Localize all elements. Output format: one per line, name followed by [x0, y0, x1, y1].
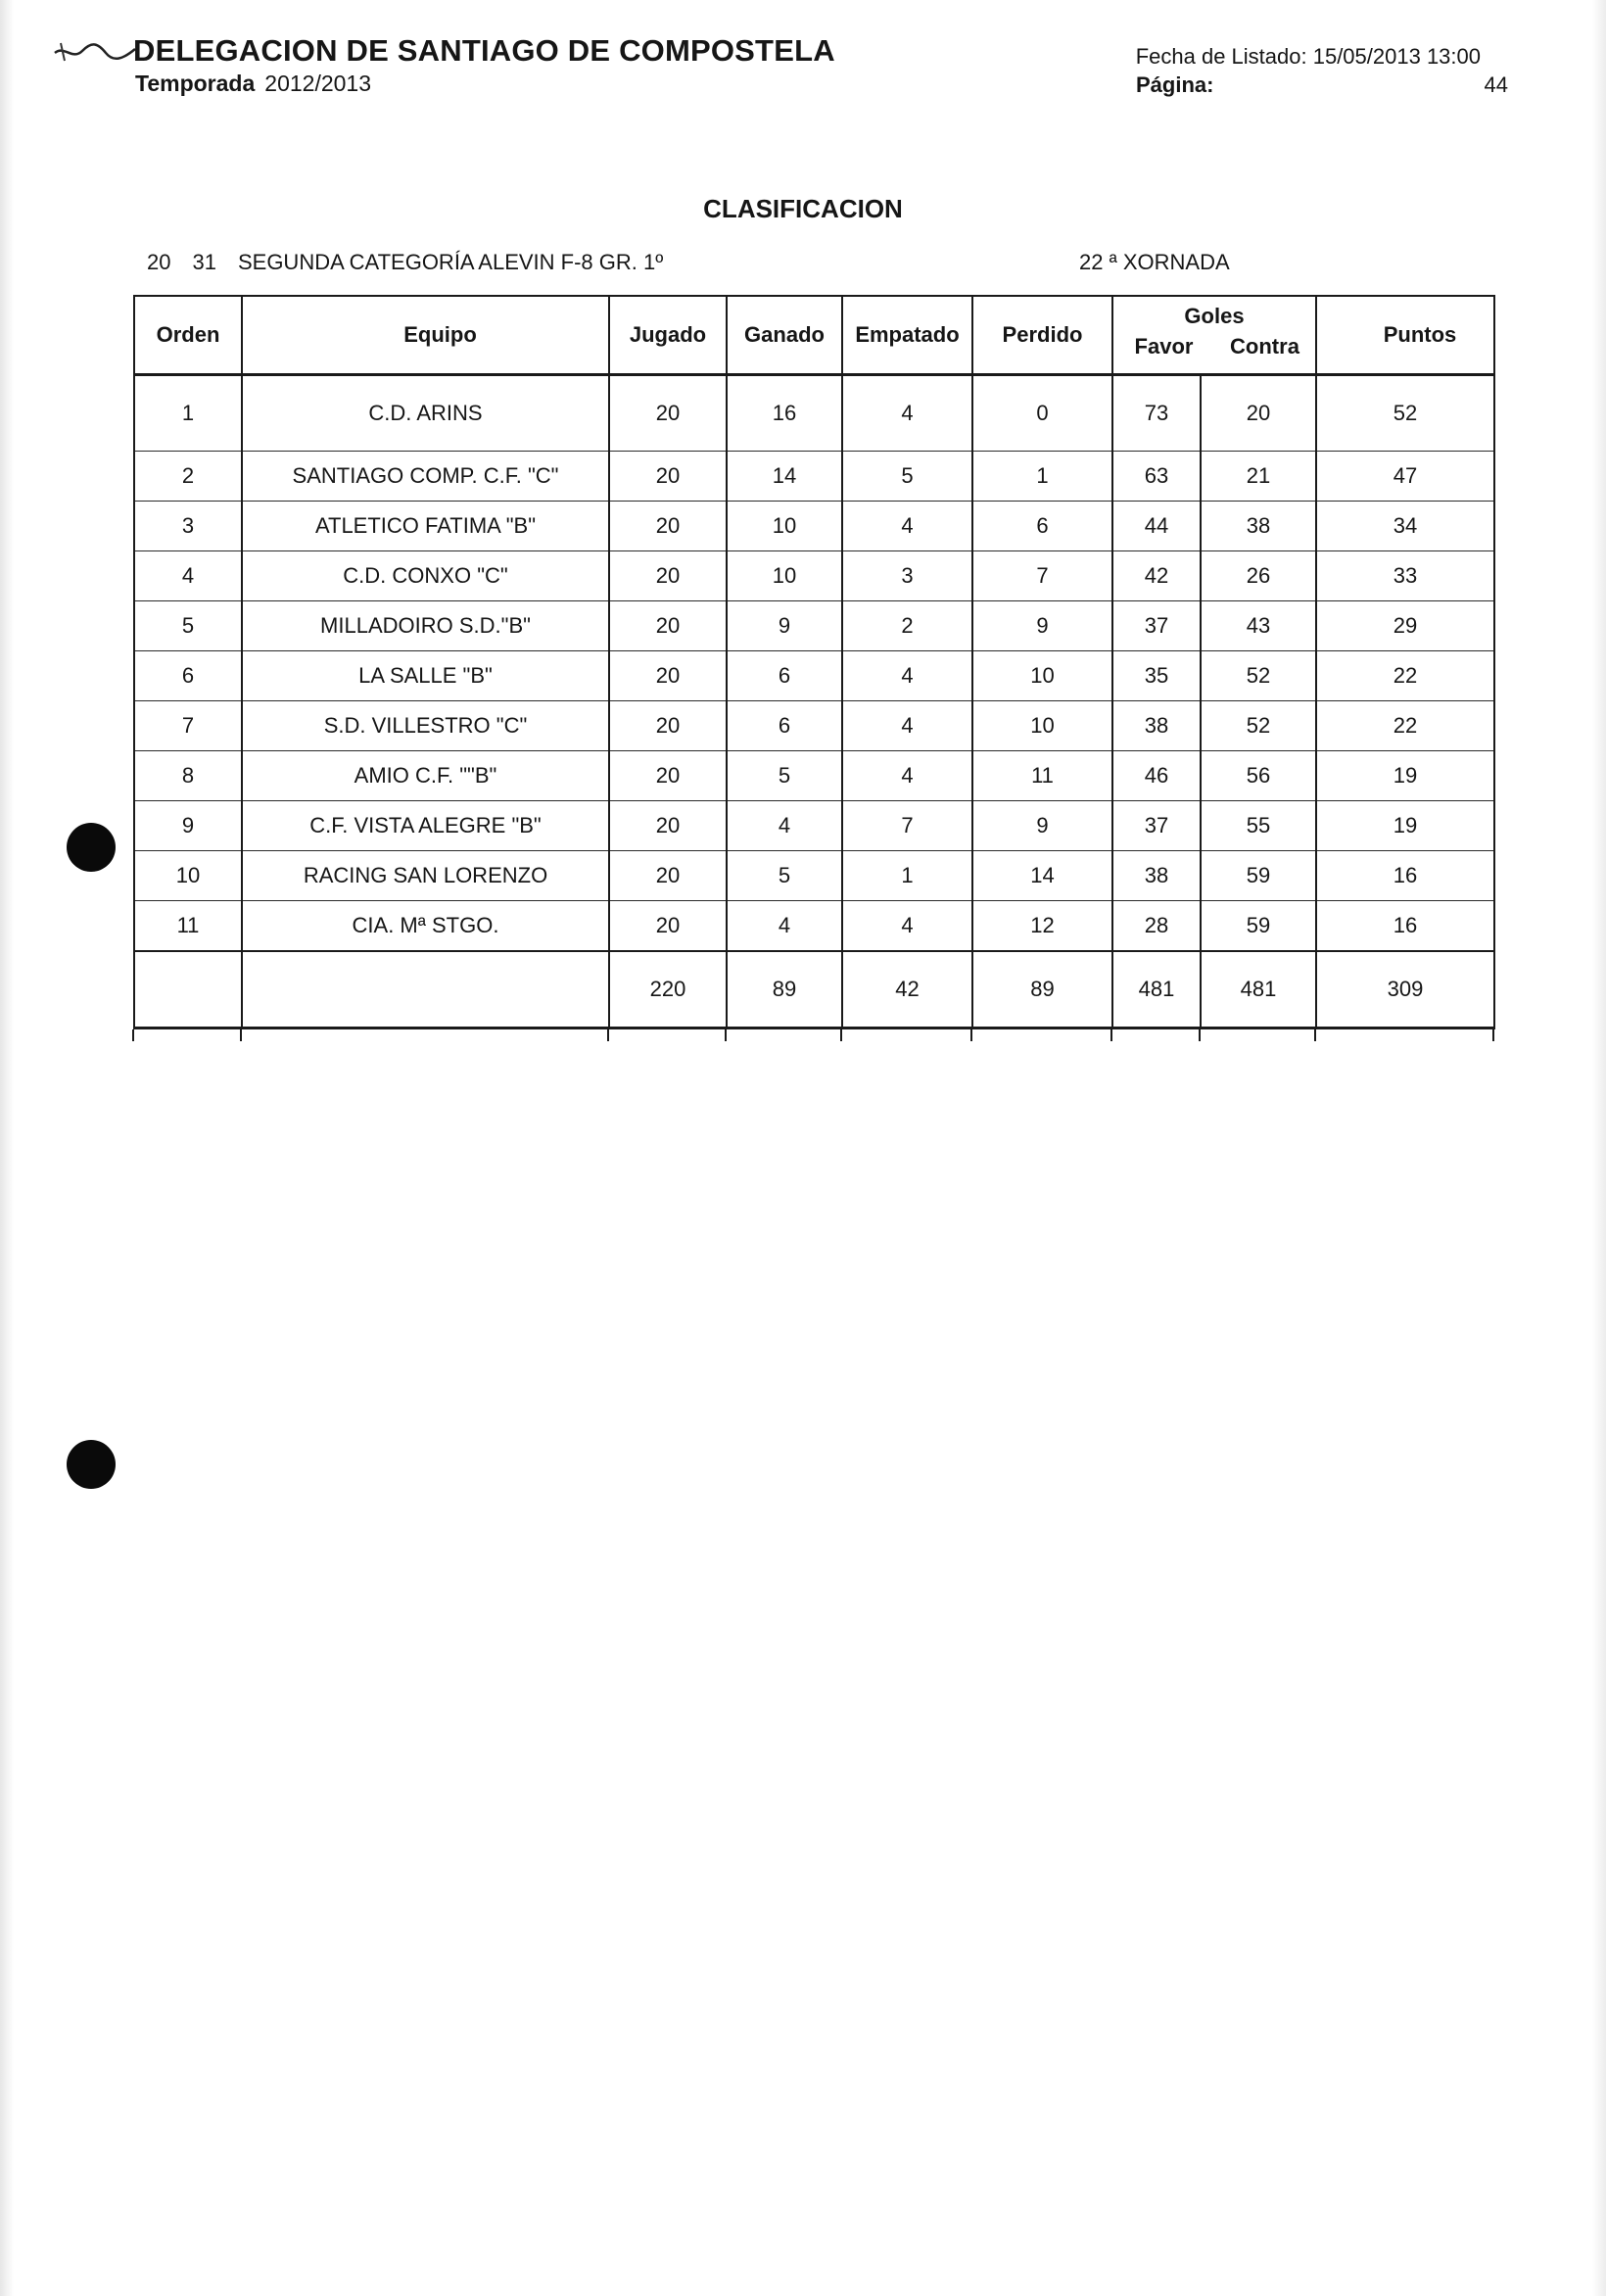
cell-favor: 37	[1112, 801, 1201, 851]
table-row	[134, 375, 1494, 452]
cell-equipo: RACING SAN LORENZO	[242, 851, 609, 901]
column-rule-tail	[970, 1029, 972, 1041]
binder-hole-upper	[67, 823, 116, 872]
cell-ganado: 16	[727, 375, 842, 452]
category-name: SEGUNDA CATEGORÍA ALEVIN F-8 GR. 1º	[237, 250, 664, 274]
cell-perdido: 10	[972, 701, 1112, 751]
cell-perdido: 11	[972, 751, 1112, 801]
cell-orden: 2	[134, 452, 242, 502]
cell-equipo: LA SALLE "B"	[242, 651, 609, 701]
cell-ganado: 6	[727, 701, 842, 751]
cell-contra: 52	[1201, 651, 1316, 701]
cell-contra: 55	[1201, 801, 1316, 851]
header-ganado: Ganado	[727, 296, 842, 375]
cell-jugado: 20	[609, 701, 727, 751]
season-line	[135, 71, 371, 97]
cell-favor: 63	[1112, 452, 1201, 502]
cell-favor: 38	[1112, 701, 1201, 751]
cell-empatado: 7	[842, 801, 972, 851]
cell-perdido: 0	[972, 375, 1112, 452]
cell-puntos: 52	[1316, 375, 1494, 452]
category-code-a: 20	[147, 250, 171, 274]
cell-empatado: 5	[842, 452, 972, 502]
cell-favor: 44	[1112, 502, 1201, 551]
header-goles	[1112, 296, 1316, 375]
matchday-label: 22 ª XORNADA	[1079, 250, 1230, 274]
column-rule-tail	[240, 1029, 242, 1041]
cell-contra: 56	[1201, 751, 1316, 801]
column-rule-tail	[1492, 1029, 1494, 1041]
cell-orden: 9	[134, 801, 242, 851]
page-label: Página:	[1136, 72, 1214, 97]
cell-perdido: 1	[972, 452, 1112, 502]
header-perdido: Perdido	[972, 296, 1112, 375]
cell-equipo: AMIO C.F. ""B"	[242, 751, 609, 801]
table-row	[134, 801, 1494, 851]
cell-perdido: 9	[972, 801, 1112, 851]
cell-contra: 38	[1201, 502, 1316, 551]
column-rule-tail	[607, 1029, 609, 1041]
header-jugado: Jugado	[609, 296, 727, 375]
cell-favor: 37	[1112, 601, 1201, 651]
cell-perdido: 12	[972, 901, 1112, 952]
cell-orden: 10	[134, 851, 242, 901]
report-title: CLASIFICACION	[703, 194, 903, 223]
standings-table	[133, 295, 1495, 1029]
cell-empatado: 4	[842, 751, 972, 801]
table-row	[134, 751, 1494, 801]
listing-date: Fecha de Listado: 15/05/2013 13:00	[1135, 44, 1481, 69]
page-edge-shadow-right	[1592, 0, 1606, 2296]
cell-contra: 52	[1201, 701, 1316, 751]
cell-puntos: 16	[1316, 901, 1494, 952]
header-favor: Favor	[1134, 334, 1194, 359]
category-code-b: 31	[192, 250, 216, 274]
cell-ganado: 5	[727, 851, 842, 901]
column-rule-tail	[132, 1029, 134, 1041]
cell-puntos: 22	[1316, 701, 1494, 751]
cell-empatado: 3	[842, 551, 972, 601]
cell-jugado: 20	[609, 375, 727, 452]
season-label: Temporada	[135, 71, 256, 96]
cell-orden: 4	[134, 551, 242, 601]
cell-favor: 38	[1112, 851, 1201, 901]
cell-orden: 11	[134, 901, 242, 952]
totals-favor: 481	[1112, 951, 1201, 1028]
cell-orden: 5	[134, 601, 242, 651]
cell-empatado: 4	[842, 901, 972, 952]
table-row	[134, 502, 1494, 551]
cell-equipo: SANTIAGO COMP. C.F. "C"	[242, 452, 609, 502]
totals-orden	[134, 951, 242, 1028]
cell-orden: 7	[134, 701, 242, 751]
table-header-row	[134, 296, 1494, 375]
cell-puntos: 33	[1316, 551, 1494, 601]
cell-equipo: ATLETICO FATIMA "B"	[242, 502, 609, 551]
cell-puntos: 22	[1316, 651, 1494, 701]
table-row	[134, 651, 1494, 701]
cell-jugado: 20	[609, 551, 727, 601]
header-empatado: Empatado	[842, 296, 972, 375]
cell-orden: 8	[134, 751, 242, 801]
column-rule-tail	[840, 1029, 842, 1041]
cell-perdido: 14	[972, 851, 1112, 901]
cell-equipo: C.D. ARINS	[242, 375, 609, 452]
page-number-line	[1136, 72, 1508, 98]
cell-empatado: 4	[842, 375, 972, 452]
cell-contra: 20	[1201, 375, 1316, 452]
cell-jugado: 20	[609, 601, 727, 651]
cell-jugado: 20	[609, 801, 727, 851]
cell-empatado: 4	[842, 651, 972, 701]
cell-ganado: 10	[727, 551, 842, 601]
cell-equipo: MILLADOIRO S.D."B"	[242, 601, 609, 651]
cell-jugado: 20	[609, 452, 727, 502]
cell-puntos: 47	[1316, 452, 1494, 502]
column-rule-tail	[1110, 1029, 1112, 1041]
table-row	[134, 551, 1494, 601]
column-rule-tail	[1314, 1029, 1316, 1041]
cell-favor: 28	[1112, 901, 1201, 952]
header-contra: Contra	[1230, 334, 1299, 359]
cell-empatado: 2	[842, 601, 972, 651]
totals-perdido: 89	[972, 951, 1112, 1028]
page-edge-shadow-left	[0, 0, 14, 2296]
cell-jugado: 20	[609, 851, 727, 901]
cell-contra: 59	[1201, 851, 1316, 901]
cell-empatado: 1	[842, 851, 972, 901]
pen-scribble-mark	[51, 31, 139, 71]
cell-jugado: 20	[609, 901, 727, 952]
totals-ganado: 89	[727, 951, 842, 1028]
cell-ganado: 4	[727, 801, 842, 851]
cell-ganado: 4	[727, 901, 842, 952]
cell-ganado: 14	[727, 452, 842, 502]
cell-puntos: 29	[1316, 601, 1494, 651]
binder-hole-lower	[67, 1440, 116, 1489]
column-rule-tail	[725, 1029, 727, 1041]
cell-contra: 21	[1201, 452, 1316, 502]
cell-favor: 46	[1112, 751, 1201, 801]
cell-puntos: 19	[1316, 801, 1494, 851]
header-equipo: Equipo	[242, 296, 609, 375]
cell-puntos: 34	[1316, 502, 1494, 551]
cell-equipo: S.D. VILLESTRO "C"	[242, 701, 609, 751]
cell-favor: 42	[1112, 551, 1201, 601]
cell-equipo: C.F. VISTA ALEGRE "B"	[242, 801, 609, 851]
cell-contra: 26	[1201, 551, 1316, 601]
header-goles-title: Goles	[1184, 304, 1245, 328]
cell-jugado: 20	[609, 751, 727, 801]
cell-empatado: 4	[842, 701, 972, 751]
cell-perdido: 10	[972, 651, 1112, 701]
table-row	[134, 452, 1494, 502]
cell-jugado: 20	[609, 651, 727, 701]
header-orden: Orden	[134, 296, 242, 375]
column-rule-tail	[1199, 1029, 1201, 1041]
organization-title: DELEGACION DE SANTIAGO DE COMPOSTELA	[133, 33, 835, 68]
cell-orden: 6	[134, 651, 242, 701]
header-puntos: Puntos	[1316, 296, 1494, 375]
totals-puntos: 309	[1316, 951, 1494, 1028]
totals-row	[134, 951, 1494, 1028]
cell-ganado: 6	[727, 651, 842, 701]
page-number: 44	[1484, 72, 1508, 97]
totals-jugado: 220	[609, 951, 727, 1028]
cell-perdido: 6	[972, 502, 1112, 551]
totals-equipo	[242, 951, 609, 1028]
cell-perdido: 7	[972, 551, 1112, 601]
table-row	[134, 901, 1494, 952]
table-row	[134, 851, 1494, 901]
totals-empatado: 42	[842, 951, 972, 1028]
category-line	[147, 250, 685, 275]
cell-orden: 3	[134, 502, 242, 551]
cell-ganado: 5	[727, 751, 842, 801]
table-row	[134, 701, 1494, 751]
cell-ganado: 10	[727, 502, 842, 551]
cell-contra: 59	[1201, 901, 1316, 952]
cell-orden: 1	[134, 375, 242, 452]
cell-empatado: 4	[842, 502, 972, 551]
table-row	[134, 601, 1494, 651]
cell-ganado: 9	[727, 601, 842, 651]
cell-jugado: 20	[609, 502, 727, 551]
season-value: 2012/2013	[264, 71, 372, 96]
cell-puntos: 19	[1316, 751, 1494, 801]
cell-equipo: C.D. CONXO "C"	[242, 551, 609, 601]
cell-puntos: 16	[1316, 851, 1494, 901]
cell-equipo: CIA. Mª STGO.	[242, 901, 609, 952]
totals-contra: 481	[1201, 951, 1316, 1028]
cell-favor: 73	[1112, 375, 1201, 452]
cell-favor: 35	[1112, 651, 1201, 701]
cell-perdido: 9	[972, 601, 1112, 651]
cell-contra: 43	[1201, 601, 1316, 651]
